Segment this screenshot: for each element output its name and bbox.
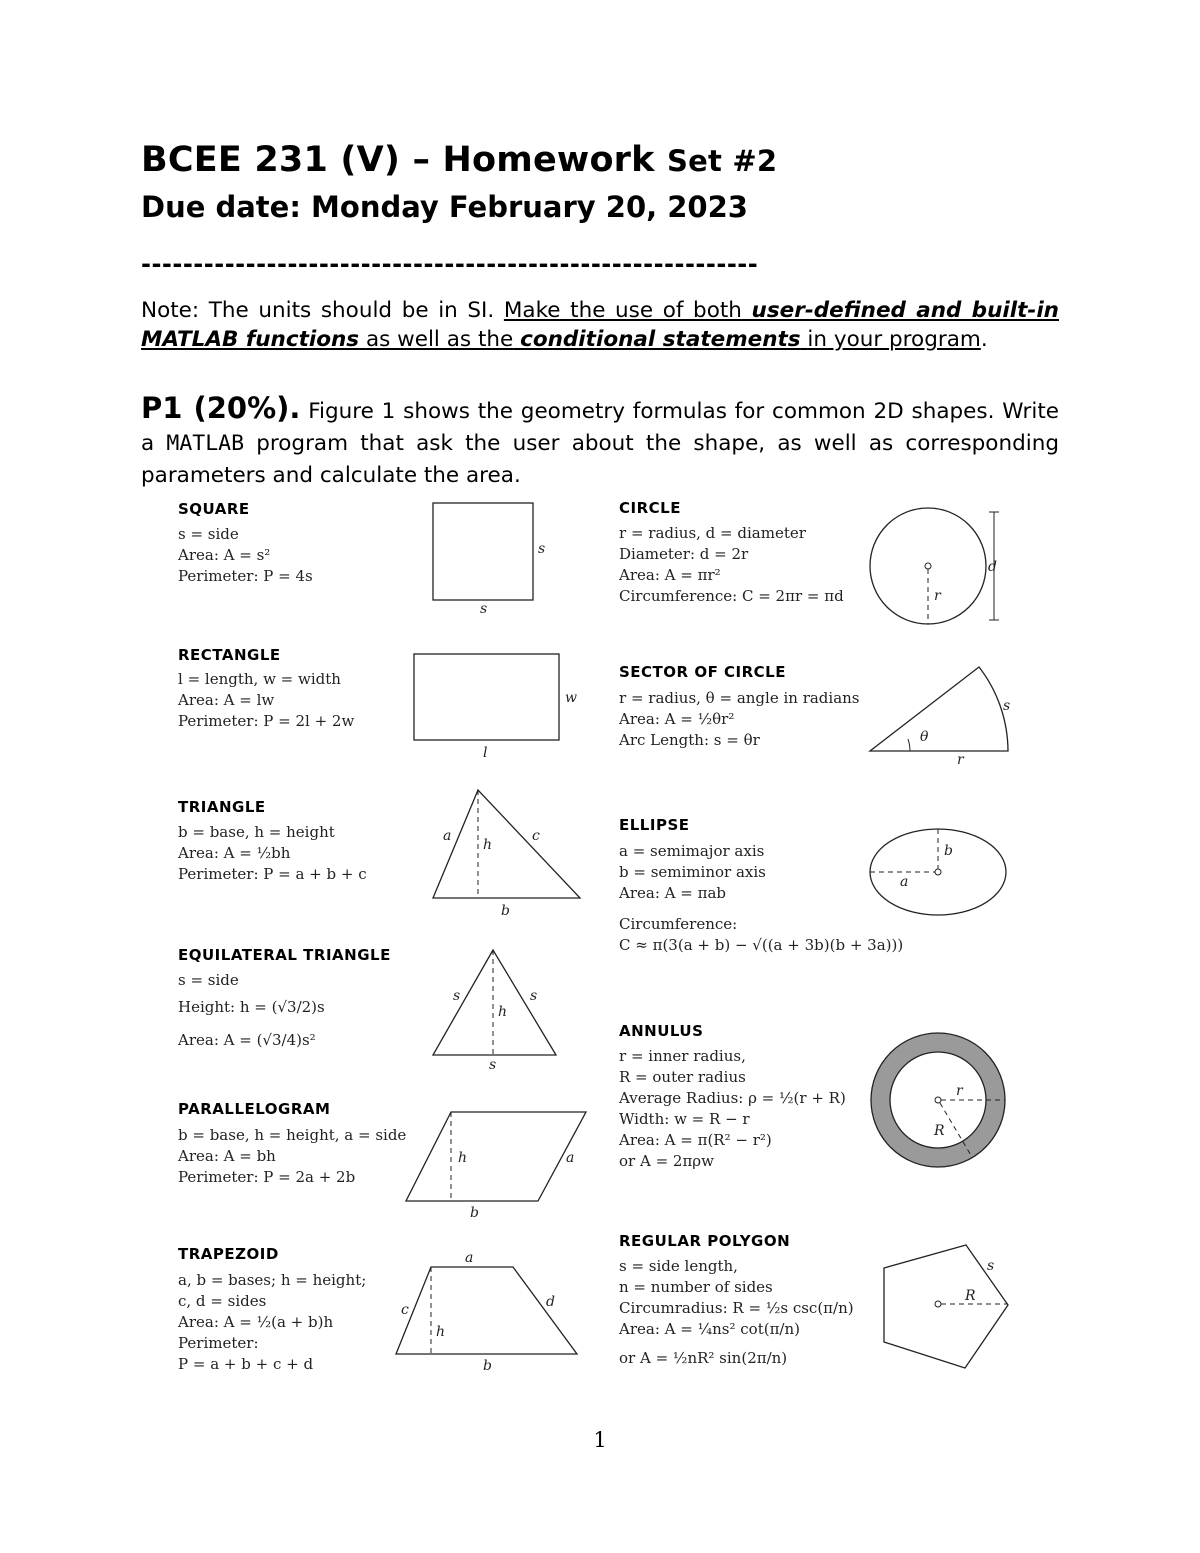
ellipse-formulas: a = semimajor axis b = semiminor axis Area: A = πab Circumference: C ≈ π(3(a + b) − √((a + 3b)(b + 3a))) — [619, 842, 904, 954]
sector-r-label: r — [957, 752, 964, 768]
equilateral-triangle-formulas: s = side Height: h = (√3/2)s Area: A = (√3/4)s² — [178, 971, 325, 1049]
regular-polygon-center-point — [935, 1301, 941, 1307]
equilateral-left-side-label: s — [453, 988, 461, 1004]
circle-r-label: r — [934, 588, 941, 604]
rectangle-length-label: l — [483, 745, 488, 761]
rectangle-diagram — [405, 645, 585, 765]
equilateral-triangle-title: EQUILATERAL TRIANGLE — [178, 946, 391, 964]
parallelogram-formulas: b = base, h = height, a = side Area: A = bh Perimeter: P = 2a + 2b — [178, 1126, 407, 1186]
trapezoid-h-label: h — [436, 1324, 446, 1340]
parallelogram-diagram — [398, 1103, 593, 1223]
square-base-label: s — [480, 601, 488, 617]
rectangle-title: RECTANGLE — [178, 646, 281, 664]
parallelogram-shape — [406, 1112, 586, 1201]
document-title: BCEE 231 (V) – Homework Set #2 — [141, 140, 778, 180]
square-title: SQUARE — [178, 500, 250, 518]
square-shape — [433, 503, 533, 600]
problem-1-paragraph: P1 (20%). Figure 1 shows the geometry formulas for common 2D shapes. Write a MATLAB program that ask the user about the shape, as well as corresponding parameters and calculate the area. — [141, 391, 1059, 488]
circle-diagram — [862, 506, 1012, 628]
sector-shape — [870, 667, 1011, 751]
rectangle-formulas: l = length, w = width Area: A = lw Perimeter: P = 2l + 2w — [178, 670, 355, 730]
regular-polygon-R-label: R — [965, 1288, 976, 1304]
triangle-a-label: a — [443, 828, 452, 844]
equilateral-triangle-shape — [433, 950, 556, 1055]
sector-theta-label: θ — [920, 729, 929, 745]
annulus-R-label: R — [934, 1123, 945, 1139]
regular-polygon-title: REGULAR POLYGON — [619, 1232, 791, 1250]
circle-formulas: r = radius, d = diameter Diameter: d = 2r Area: A = πr² Circumference: C = 2πr = πd — [619, 524, 844, 605]
square-side-label: s — [538, 541, 546, 557]
due-date: Due date: Monday February 20, 2023 — [141, 190, 748, 224]
parallelogram-a-label: a — [566, 1150, 575, 1166]
note-paragraph: Note: The units should be in SI. Make the use of both user-defined and built-in MATLAB functions as well as the conditional statements in your program. — [141, 298, 1059, 352]
triangle-diagram — [425, 782, 590, 920]
annulus-title: ANNULUS — [619, 1022, 704, 1040]
sector-title: SECTOR OF CIRCLE — [619, 663, 786, 681]
triangle-title: TRIANGLE — [178, 798, 266, 816]
trapezoid-a-label: a — [465, 1250, 474, 1266]
circle-d-label: d — [988, 559, 997, 575]
circle-center-point — [925, 563, 931, 569]
trapezoid-diagram — [388, 1247, 588, 1377]
equilateral-triangle-diagram — [425, 942, 565, 1074]
trapezoid-shape — [396, 1267, 577, 1354]
annulus-formulas: r = inner radius, R = outer radius Average Radius: ρ = ½(r + R) Width: w = R − r Area: A = π(R² − r²) or A = 2πρw — [619, 1047, 846, 1170]
sector-s-label: s — [1003, 698, 1011, 714]
triangle-formulas: b = base, h = height Area: A = ½bh Perimeter: P = a + b + c — [178, 823, 367, 883]
regular-polygon-s-label: s — [987, 1258, 995, 1274]
rectangle-width-label: w — [565, 690, 577, 706]
equilateral-base-label: s — [489, 1057, 497, 1073]
trapezoid-c-label: c — [401, 1302, 409, 1318]
ellipse-a-label: a — [900, 874, 909, 890]
parallelogram-h-label: h — [458, 1150, 468, 1166]
annulus-diagram — [862, 1030, 1022, 1170]
ellipse-diagram — [862, 822, 1017, 922]
sector-formulas: r = radius, θ = angle in radians Area: A = ½θr² Arc Length: s = θr — [619, 689, 860, 749]
triangle-c-label: c — [532, 828, 540, 844]
square-diagram — [420, 495, 560, 620]
annulus-r-label: r — [956, 1083, 963, 1099]
triangle-b-label: b — [501, 903, 510, 919]
triangle-shape — [433, 790, 580, 898]
trapezoid-formulas: a, b = bases; h = height; c, d = sides Area: A = ½(a + b)h Perimeter: P = a + b + c + d — [178, 1271, 367, 1373]
trapezoid-b-label: b — [483, 1358, 492, 1374]
ellipse-title: ELLIPSE — [619, 816, 690, 834]
separator-line: ----------------------------------------------------------- — [141, 250, 759, 278]
ellipse-center-point — [935, 869, 941, 875]
square-formulas: s = side Area: A = s² Perimeter: P = 4s — [178, 525, 313, 585]
triangle-h-label: h — [483, 837, 493, 853]
sector-diagram — [862, 660, 1022, 770]
sector-angle-arc — [908, 739, 910, 751]
equilateral-right-side-label: s — [530, 988, 538, 1004]
ellipse-b-label: b — [944, 843, 953, 859]
trapezoid-d-label: d — [546, 1294, 555, 1310]
equilateral-h-label: h — [498, 1004, 508, 1020]
circle-title: CIRCLE — [619, 499, 681, 517]
page-number: 1 — [593, 1428, 607, 1452]
regular-polygon-diagram — [875, 1240, 1045, 1380]
trapezoid-title: TRAPEZOID — [178, 1245, 279, 1263]
parallelogram-b-label: b — [470, 1205, 479, 1221]
problem-1-label: P1 (20%). — [141, 391, 301, 425]
regular-polygon-formulas: s = side length, n = number of sides Circumradius: R = ½s csc(π/n) Area: A = ¼ns² cot(π/n) or A = ½nR² sin(2π/n) — [619, 1257, 854, 1367]
parallelogram-title: PARALLELOGRAM — [178, 1100, 331, 1118]
rectangle-shape — [414, 654, 559, 740]
